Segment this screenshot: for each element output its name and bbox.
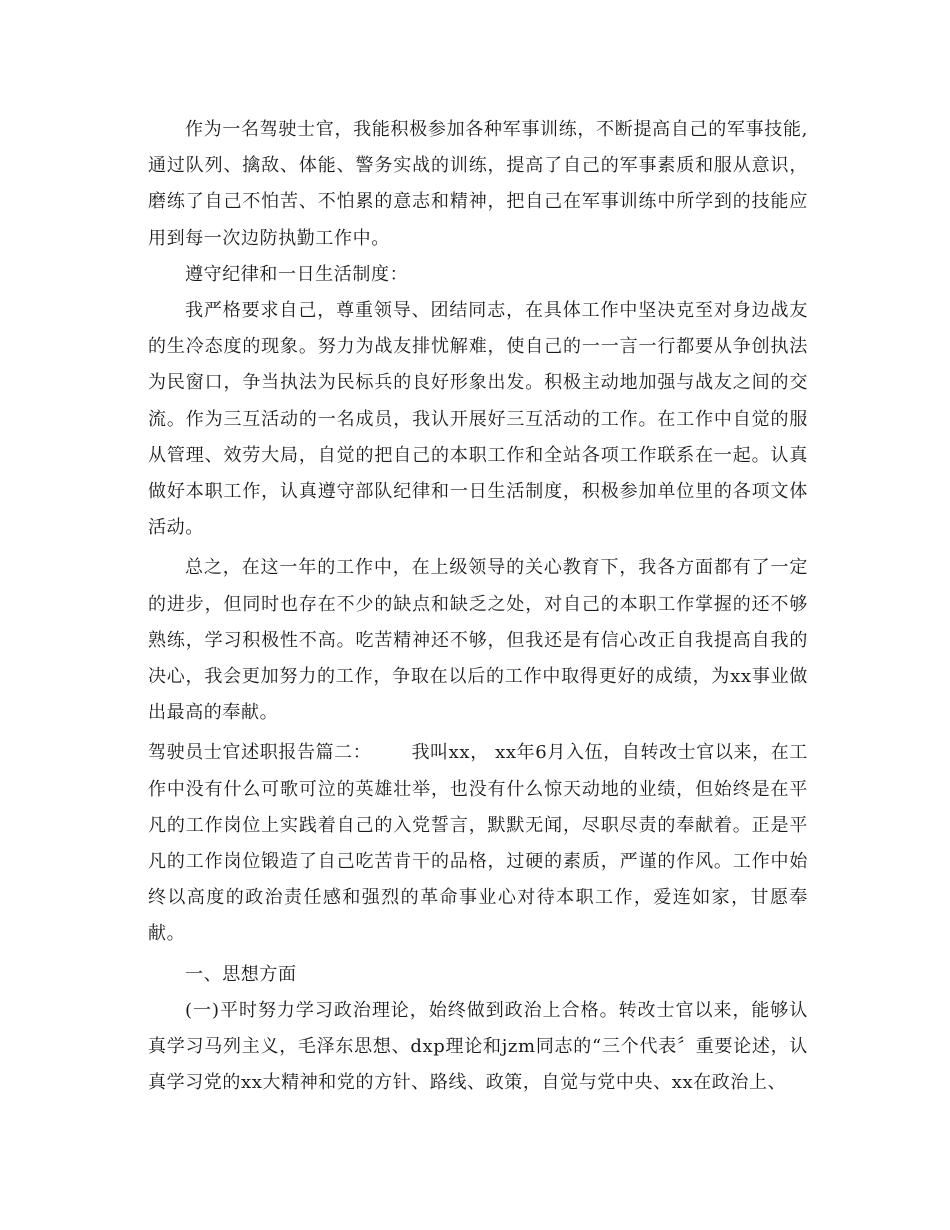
paragraph-report-two [148,735,808,952]
heading-discipline: 遵守纪律和一日生活制度： [185,263,409,285]
paragraph-military-training: 作为一名驾驶士官，我能积极参加各种军事训练，不断提高自己的军事技能,通过队列、擒敌、体能、警务实战的训练，提高了自己的军事素质和服从意识，磨练了自己不怕苦、不怕累的意志和精神，把自己在军事训练中所学到的技能应用到每一次边防执勤工作中。 [148,119,808,249]
paragraph-political-study: (一)平时努力学习政治理论，始终做到政治上合格。转改士官以来，能够认真学习马列主义，毛泽东思想、dxp理论和jzm同志的“三个代表〞重要论述，认真学习党的xx大精神和党的方针、路线、政策，自觉与党中央、xx在政治上、 [148,999,808,1094]
heading-ideology: 一、思想方面 [185,963,297,985]
report-two-title: 驾驶员士官述职报告篇二： [148,742,372,764]
paragraph-summary: 总之，在这一年的工作中，在上级领导的关心教育下，我各方面都有了一定的进步，但同时也存在不少的缺点和缺乏之处，对自己的本职工作掌握的还不够熟练，学习积极性不高。吃苦精神还不够，但我还是有信心改正自我提高自我的决心，我会更加努力的工作，争取在以后的工作中取得更好的成绩，为xx事业做出最高的奉献。 [148,557,808,724]
document-body [148,112,808,1101]
report-two-body: 我叫xx， xx年6月入伍，自转改士官以来，在工作中没有什么可歌可泣的英雄壮举，也没有什么惊天动地的业绩，但始终是在平凡的工作岗位上实践着自己的入党誓言，默默无闻，尽职尽责的奉献着。正是平凡的工作岗位锻造了自己吃苦肯干的品格，过硬的素质，严谨的作风。工作中始终以高度的政治责任感和强烈的革命事业心对待本职工作，爱连如家，甘愿奉献。 [148,742,808,945]
paragraph-discipline: 我严格要求自己，尊重领导、团结同志，在具体工作中坚决克至对身边战友的生冷态度的现象。努力为战友排忧解难，使自己的一一言一行都要从争创执法为民窗口，争当执法为民标兵的良好形象出发。积极主动地加强与战友之间的交流。作为三互活动的一名成员，我认开展好三互活动的工作。在工作中自觉的服从管理、效劳大局，自觉的把自己的本职工作和全站各项工作联系在一起。认真做好本职工作，认真遵守部队纪律和一日生活制度，积极参加单位里的各项文体活动。 [148,300,808,539]
